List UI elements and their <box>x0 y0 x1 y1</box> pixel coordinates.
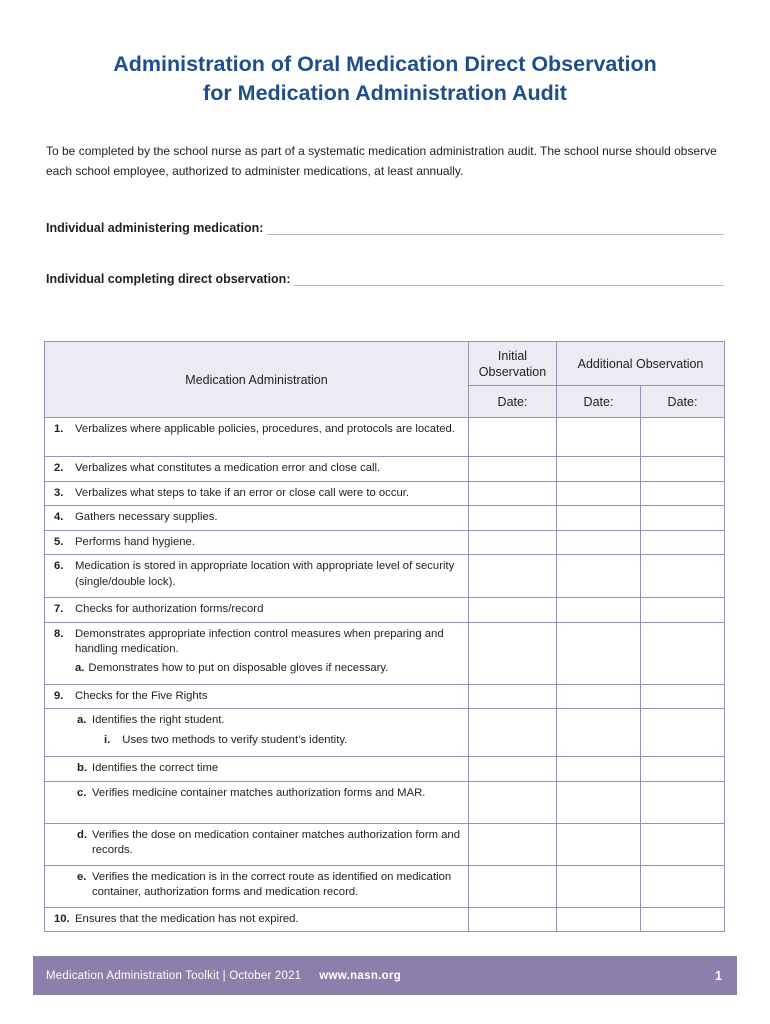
check-cell[interactable] <box>641 907 725 932</box>
check-cell[interactable] <box>641 506 725 531</box>
title-line-2: for Medication Administration Audit <box>203 81 567 105</box>
table-row: 1. Verbalizes where applicable policies, procedures, and protocols are located. <box>45 418 725 457</box>
check-cell[interactable] <box>557 481 641 506</box>
check-cell[interactable] <box>557 907 641 932</box>
footer-bar <box>33 956 737 995</box>
check-cell[interactable] <box>469 530 557 555</box>
check-cell[interactable] <box>469 555 557 598</box>
check-cell[interactable] <box>641 709 725 757</box>
table-row: a. Identifies the right student. i. Uses two methods to verify student’s identity. <box>45 709 725 757</box>
check-cell[interactable] <box>557 622 641 684</box>
title-line-1: Administration of Oral Medication Direct Observation <box>113 52 657 76</box>
table-row: 9. Checks for the Five Rights <box>45 684 725 709</box>
date-additional-2: Date: <box>641 386 725 418</box>
check-cell[interactable] <box>641 530 725 555</box>
observer-label: Individual completing direct observation: <box>46 272 291 286</box>
col-initial-observation: Initial Observation <box>469 342 557 386</box>
table-row: 5. Performs hand hygiene. <box>45 530 725 555</box>
table-row: e. Verifies the medication is in the correct route as identified on medication container, authorization forms and medication record. <box>45 865 725 907</box>
table-row: 7. Checks for authorization forms/record <box>45 598 725 623</box>
check-cell[interactable] <box>641 418 725 457</box>
check-cell[interactable] <box>641 757 725 782</box>
check-cell[interactable] <box>557 530 641 555</box>
check-cell[interactable] <box>469 757 557 782</box>
check-cell[interactable] <box>557 865 641 907</box>
date-initial: Date: <box>469 386 557 418</box>
check-cell[interactable] <box>469 781 557 823</box>
check-cell[interactable] <box>557 555 641 598</box>
table-row: 3. Verbalizes what steps to take if an error or close call were to occur. <box>45 481 725 506</box>
check-cell[interactable] <box>469 684 557 709</box>
check-cell[interactable] <box>641 481 725 506</box>
administering-line[interactable] <box>267 222 724 235</box>
col-additional-observation: Additional Observation <box>557 342 725 386</box>
date-additional-1: Date: <box>557 386 641 418</box>
table-row: 10. Ensures that the medication has not expired. <box>45 907 725 932</box>
check-cell[interactable] <box>469 418 557 457</box>
check-cell[interactable] <box>557 709 641 757</box>
intro-text: To be completed by the school nurse as part of a systematic medication administration audit. The school nurse should observe each school employee, authorized to administer medications, at least annually. <box>46 144 717 178</box>
page-title <box>0 50 770 108</box>
table-row: b. Identifies the correct time <box>45 757 725 782</box>
check-cell[interactable] <box>557 598 641 623</box>
col-medication-administration: Medication Administration <box>45 342 469 418</box>
table-row: 2. Verbalizes what constitutes a medication error and close call. <box>45 457 725 482</box>
footer-url-link[interactable]: www.nasn.org <box>319 969 402 982</box>
check-cell[interactable] <box>557 506 641 531</box>
table-row: d. Verifies the dose on medication container matches authorization form and records. <box>45 823 725 865</box>
check-cell[interactable] <box>469 907 557 932</box>
check-cell[interactable] <box>641 555 725 598</box>
check-cell[interactable] <box>469 823 557 865</box>
check-cell[interactable] <box>469 506 557 531</box>
check-cell[interactable] <box>641 781 725 823</box>
check-cell[interactable] <box>641 457 725 482</box>
table-row: 8. Demonstrates appropriate infection control measures when preparing and handling medication. a. Demonstrates how to put on disposable gloves if necessary. <box>45 622 725 684</box>
page-number: 1 <box>715 968 722 983</box>
observer-line[interactable] <box>294 273 724 286</box>
administering-field[interactable] <box>46 221 724 235</box>
check-cell[interactable] <box>557 684 641 709</box>
check-cell[interactable] <box>557 781 641 823</box>
administering-label: Individual administering medication: <box>46 221 264 235</box>
check-cell[interactable] <box>641 684 725 709</box>
check-cell[interactable] <box>641 823 725 865</box>
check-cell[interactable] <box>469 598 557 623</box>
table-row: c. Verifies medicine container matches authorization forms and MAR. <box>45 781 725 823</box>
check-cell[interactable] <box>641 598 725 623</box>
check-cell[interactable] <box>469 622 557 684</box>
check-cell[interactable] <box>641 865 725 907</box>
observation-table <box>44 341 725 932</box>
check-cell[interactable] <box>641 622 725 684</box>
check-cell[interactable] <box>557 457 641 482</box>
check-cell[interactable] <box>469 481 557 506</box>
observer-field[interactable] <box>46 272 724 286</box>
check-cell[interactable] <box>469 709 557 757</box>
footer-toolkit-label: Medication Administration Toolkit | October 2021 <box>46 969 302 982</box>
table-row: 6. Medication is stored in appropriate location with appropriate level of security (single/double lock). <box>45 555 725 598</box>
table-row: 4. Gathers necessary supplies. <box>45 506 725 531</box>
check-cell[interactable] <box>469 865 557 907</box>
check-cell[interactable] <box>557 823 641 865</box>
check-cell[interactable] <box>557 418 641 457</box>
check-cell[interactable] <box>557 757 641 782</box>
check-cell[interactable] <box>469 457 557 482</box>
